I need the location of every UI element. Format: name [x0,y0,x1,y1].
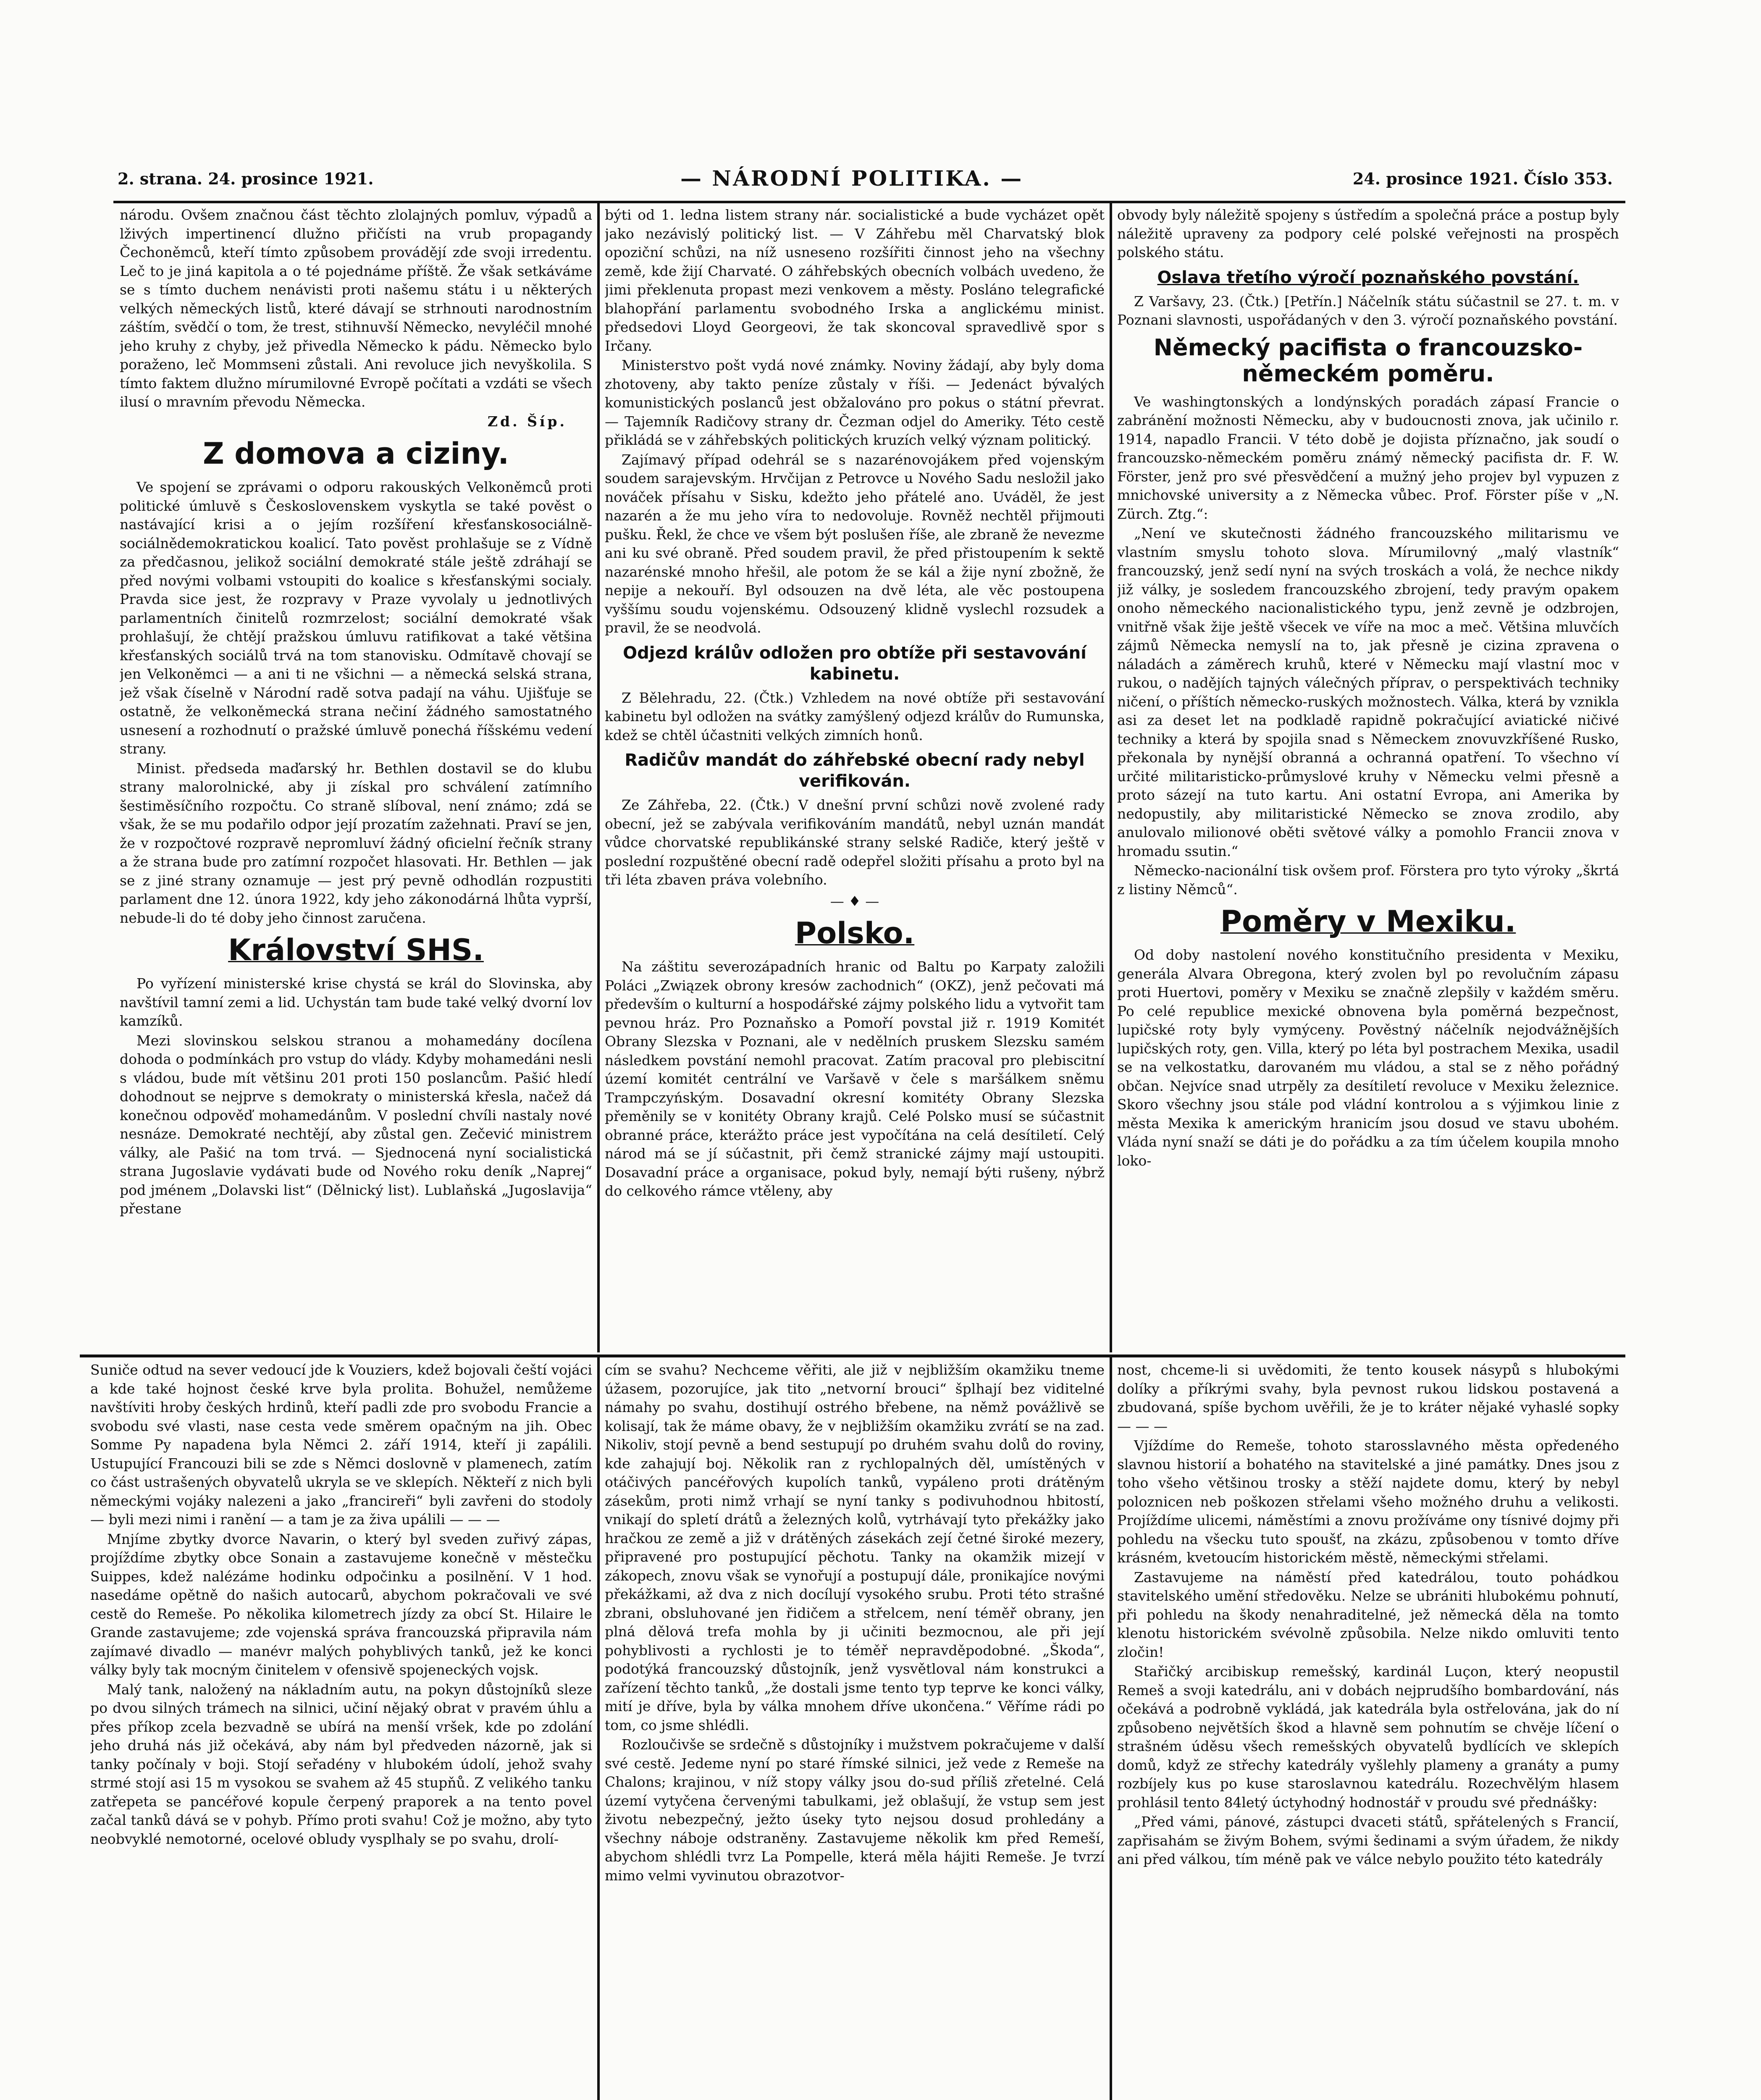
feuilleton-paragraph: Stařičký arcibiskup remešský, kardinál Luçon, který neopustil Remeš a svoji katedrálu, ani v dobách nejprudšího bombardování, nás očekává a podrobně vykládá, jak katedrála byla ostřelována, jak do ní způsobeno největších škod a hlavně sem pohnutím se chvěje líčení o strašném úděsu všech remešských obyvatelů bydlících ve sklepích domů, když ze střechy katedrály vyšlehly plameny a granáty a pumy rozbíjely kus po kuse staroslavnou katedrálu. Rozechvělým hlasem prohlásil tento 84letý úctyhodný hodnostář v proudu své přednášky: [1117,1663,1619,1811]
column-1 [120,206,592,1348]
article-paragraph: Ve spojení se zprávami o odporu rakouských Velkoněmců proti politické úmluvě s Československem vyskytla se také pověst o nastávající krisi a o jejím rozšíření křesťanskosociálně-sociálnědemokratickou koalicí. Tato pověst prohlašuje se z Vídně za předčasnou, jelikož sociální demokraté stále ještě zdráhají se před novými volbami vstoupiti do koalice s křesťanskými socialy. Pravda sice jest, že rozpravy v Praze vyvolaly u jednotlivých parlamentních činitelů rozmrzelost; sociální demokraté však prohlašují, že chtějí pražskou úmluvu ratifikovat a také většina křesťanských sociálů trvá na tom stanovisku. Odmítavě chovají se jen Velkoněmci — a ani ti ne všichni — a německá selská strana, jež však číselně v Národní radě sotva padají na váhu. Ujišťuje se ostatně, že velkoněmecká strana nečiní žádného samostatného usnesení a rozhodnutí o pražské úmluvě ponechá říšskému vedení strany. [120,479,592,757]
feuilleton-paragraph: Vjíždíme do Remeše, tohoto starosslavného města opředeného slavnou historií a bohatého na stavitelské a jiné památky. Dnes jsou z toho všeho většinou trosky a stěží najdete domu, který by nebyl poloznicen neb poškozen střelami všeho možného druhu a velikosti. Projíždíme ulicemi, náměstími a znovu prožíváme ony tísnivé dojmy při pohledu na všecku tuto spoušť, na zkázu, způsobenou v tomto dříve krásném, kvetoucím historickém městě, německými střelami. [1117,1437,1619,1566]
feuilleton-column-3 [1117,1361,1619,2100]
heading-german-pacifist: Německý pacifista o francouzsko-německém poměru. [1153,334,1583,387]
article-signature: Zd. Šíp. [487,413,567,430]
article-paragraph: obvody byly náležitě spojeny s ústředím a společná práce a postup byly náležitě upraveny za podpory celé polské veřejnosti na prospěch polského státu. [1117,207,1619,260]
page-header [118,166,1613,200]
article-paragraph: Od doby nastolení nového konstitučního presidenta v Mexiku, generála Alvara Obregona, který zvolen byl po revolučním zápasu proti Huertovi, poměry v Mexiku se značně zlepšily v každém směru. Po celé republice mexické obnovena byla poměrná bezpečnost, lupičské roty byly vymýceny. Pověstný náčelník nejodvážnějších lupičských roty, gen. Villa, který po léta byl postrachem Mexika, usadil se na velkostatku, darovaném mu vládou, a stal se z něho pořádný občan. Nejvíce snad utrpěly za desítiletí revoluce v Mexiku železnice. Skoro všechny jsou stále pod vládní kontrolou a s výjimkou linie z města Mexika k americkým hranicím jsou dosud ve stavu ubohém. Vláda nyní snaží se dáti je do pořádku a za tím účelem koupila mnoho loko- [1117,947,1619,1169]
feuilleton-column-2 [605,1361,1105,2100]
column-divider [1110,1357,1112,2100]
column-divider [597,1357,600,2100]
feuilleton-paragraph: nost, chceme-li si uvědomiti, že tento kousek násypů s hlubokými dolíky a příkrými svahy, byla pevnost rukou lidskou postavená a zbudovaná, spíše bychom uvěřili, že je to kráter nějaké vyhaslé sopky — — — [1117,1362,1619,1434]
section-heading-mexico: Poměry v Mexiku. [1220,904,1516,939]
section-heading-shs: Království SHS. [228,933,484,967]
header-rule [113,201,1625,203]
column-divider [597,202,600,1352]
article-paragraph: „Není ve skutečnosti žádného francouzského militarismu ve vlastním smyslu tohoto slova. Mírumilovný „malý vlastník“ francouzský, jenž sedí nyní na svých troskách a volá, že nechce nikdy již války, je sosledem francouzského zbrojení, tedy pravým opakem onoho německého nacionalistického typu, jenž zevně je odzbrojen, vnitřně však žije ještě všecek ve víře na moc a meč. Většina mluvčích zájmů Německa nemyslí na to, jak přesně je cizina zpravena o náladách a záměrech kruhů, které v Německu mají vlastní moc v rukou, o nadějích tajných válečných příprav, o perspektivách techniky ničení, o příštích německo-ruských možnostech. Válka, která by vznikla asi za deset let na podkladě rapidně pokračující aviatické ničivé techniky a která by spojila snad s Německem znovuvzkříšené Rusko, překonala by nynější obranná a ochranná opatření. To všechno ví určité militaristicko-průmyslové kruhy v Německu velmi přesně a proto sázejí na tuto kartu. Ani ostatní Evropa, ani Amerika by nedopustily, aby militaristické Německo se znova zrodilo, aby anulovalo milionové oběti světové války a pomohlo Francii znova v hromadu ssutin.“ [1117,525,1619,859]
feuilleton-paragraph: Rozloučivše se srdečně s důstojníky i mužstvem pokračujeme v další své cestě. Jedeme nyní po staré římské silnici, jež vede z Remeše na Chalons; krajinou, v níž stopy války jsou do-sud příliš zřetelné. Celá území vytyčena červenými tabulkami, jež oblašují, že vstup sem jest životu nebezpečný, ježto úseky tyto nejsou dosud prohledány a všechny náboje odstraněny. Zastavujeme několik km před Remeší, abychom shlédli tvrz La Pompelle, která měla hájiti Remeše. Je tvrzí mimo velmi vyvinutou obrazotvor- [605,1736,1105,1884]
header-date-right: 24. prosince 1921. Číslo 353. [1352,169,1613,188]
feuilleton-paragraph: Suniče odtud na sever vedoucí jde k Vouziers, kdež bojovali čeští vojáci a kde také hojnost české krve byla prolita. Bohužel, nemůžeme navštíviti hroby českých hrdinů, kteří padli zde pro svobodu Francie a svobodu své vlasti, nase cesta vede směrem opačným na jih. Obec Somme Py napadena byla Němci 2. září 1914, kteří ji zapálili. Ustupující Francouzi bili se zde s Němci doslovně v plamenech, zatím co část ustrašených obyvatelů ukryla se ve sklepích. Někteří z nich byli německými vojáky nalezeni a jako „francireři“ byli zavřeni do stodoly — byli mezi nimi i ranění — a tam je za živa upálili — — — [90,1362,592,1528]
feuilleton-column-1 [90,1361,592,2100]
section-heading-home-abroad: Z domova a ciziny. [202,436,509,471]
article-paragraph: Z Bělehradu, 22. (Čtk.) Vzhledem na nové obtíže při sestavování kabinetu byl odložen na svátky zamýšlený odjezd králův do Rumunska, kdež se chtěl účastniti velkých zimních honů. [605,689,1105,743]
article-paragraph: Ministerstvo pošt vydá nové známky. Noviny žádají, aby byly doma zhotoveny, aby takto peníze zůstaly v říši. — Jedenáct bývalých komunistických poslanců jest obžalováno pro pokus o státní převrat. — Tajemník Radičovy strany dr. Čezman odjel do Ameriky. Této cestě přikládá se v záhřebských politických kruzích velký význam politický. [605,357,1105,448]
column-divider [1110,202,1112,1352]
column-3 [1117,206,1619,1348]
header-date-left: 2. strana. 24. prosince 1921. [118,169,374,188]
feuilleton-rule [80,1354,1625,1357]
article-paragraph: národu. Ovšem značnou část těchto zlolajných pomluv, výpadů a lživých impertinencí dlužno přičísti na vrub propagandy Čechoněmců, kteří tímto způsobem provádějí zde svoji irredentu. Leč to je jiná kapitola a o té pojednáme příště. Že však setkáváme se s tímto duchem nenávisti proti našemu státu i u některých velkých německých listů, které dávají se strhnouti narodnostním záštím, svědčí o tom, že trest, stihnuvší Německo, nevyléčil mnohé jeho kruhy z chyby, jež přivedla Německo k pádu. Německo bylo poraženo, leč Mommseni zůstali. Ani revoluce jich nevyškolila. S tímto faktem dlužno mírumilovné Evropě počítati a vzdáti se všech ilusí o mravním převodu Německa. [120,207,592,410]
article-paragraph: Německo-nacionální tisk ovšem prof. Förstera pro tyto výroky „škrtá z listiny Němců“. [1117,862,1619,898]
masthead-title: — NÁRODNÍ POLITIKA. — [680,166,1024,191]
article-paragraph: býti od 1. ledna listem strany nár. socialistické a bude vycházet opět jako nezávislý politický list. — V Záhřebu měl Charvatský blok opoziční schůzi, na níž usneseno rozšířiti činnost jeho na všechny země, kde žijí Charvaté. O záhřebských obecních volbách uvedeno, že jimi překlenuta propast mezi venkovem a městy. Posláno telegrafické blahopřání parlamentu svobodného Irska a anglickému minist. předsedovi Lloyd Georgeovi, že tak skoncoval spravedlivě spor s Irčany. [605,207,1105,354]
article-paragraph: Na záštitu severozápadních hranic od Baltu po Karpaty založili Poláci „Związek obrony kresów zachodnich“ (OKZ), jenž pečovati má především o kulturní a hospodářské zájmy polského lidu a vytvořit tam pevnou hráz. Pro Poznaňsko a Pomoří povstal již r. 1919 Komitét Obrany Slezska v Poznani, ale v nedělních pruskem Slezsku samém následkem povstání nemohl pracovat. Zatím pracoval pro plebiscitní území komitét centrální ve Varšavě v čele s maršálkem sněmu Trampczyńským. Dosavadní okresní komitéty Obrany Slezska přeměnily se v konitéty Obrany krajů. Celé Polsko musí se súčastnit obranné práce, kterážto práce jest vypočítána na celá desítiletí. Celý národ má se jí súčastnit, při čemž stranické zájmy mají ustoupiti. Dosavadní práce a organisace, pokud byly, nemají býti rušeny, nýbrž do celkového rámce vtěleny, aby [605,958,1105,1199]
article-paragraph: Ve washingtonských a londýnských poradách zápasí Francie o zabránění možnosti Německu, aby v budoucnosti znova, jak učinilo r. 1914, napadlo Francii. V této době je dojista příznačno, jak soudí o francouzsko-německém poměru známý německý pacifista dr. F. W. Förster, jenž pro své přesvědčení a mužný jeho projev byl vypuzen z mnichovské university a z Německa vůbec. Prof. Förster píše v „N. Zürch. Ztg.“: [1117,393,1619,522]
article-paragraph: Po vyřízení ministerské krise chystá se král do Slovinska, aby navštívil tamní zemi a lid. Uchystán tam bude také velký dvorní lov kamzíků. [120,975,592,1029]
feuilleton-paragraph: Mnjíme zbytky dvorce Navarin, o který byl sveden zuřivý zápas, projíždíme zbytky obce Sonain a zastavujeme konečně v městečku Suippes, kdež nalézáme hodinku odpočinku a posilnění. V 1 hod. nasedáme opětně do našich autocarů, abychom pokračovali ve své cestě do Remeše. Po několika kilometrech jízdy za obcí St. Hilaire le Grande zastavujeme; zde vojenská správa francouzská připravila nám zajímavé divadlo — manévr malých pohyblivých tanků, jež ke konci války byly tak mocným činitelem v ofensivě spojeneckých vojsk. [90,1530,592,1678]
column-2 [605,206,1105,1348]
article-paragraph: Minist. předseda maďarský hr. Bethlen dostavil se do klubu strany malorolnické, aby ji získal pro schválení zatímního šestiměsíčního rozpočtu. Co straně slíboval, není známo; zdá se však, že se mu podařilo odpor její prozatím zažehnati. Praví se jen, že v rozpočtové rozpravě nepromluví žádný oficielní řečník strany a že strana bude pro zatímní rozpočet hlasovati. Hr. Bethlen — jak se z jiné strany oznamuje — jest prý pevně odhodlán rozpustiti parlament dne 12. února 1922, kdy jeho zákonodárná lhůta vyprší, nebude-li do té doby jeho činnost zaručena. [120,760,592,926]
article-paragraph: Z Varšavy, 23. (Čtk.) [Petřín.] Náčelník státu súčastnil se 27. t. m. v Poznani slavnosti, uspořádaných v den 3. výročí poznaňského povstání. [1117,293,1619,328]
feuilleton-paragraph: „Před vámi, pánové, zástupci dvaceti států, spřátelených s Francií, zapřisahám se živým Bohem, svými šedinami a svým úřadem, že nikdy ani před válkou, tím méně pak ve válce nebylo použito této katedrály [1117,1814,1619,1867]
feuilleton-paragraph: cím se svahu? Nechceme věřiti, ale již v nejbližším okamžiku tneme úžasem, pozorujíce, jak tito „netvorní brouci“ šplhají bez viditelné námahy po svahu, dostihují ostrého břebene, na němž povážlivě se kolisají, tak že máme obavy, že v nejbližším okamžiku zvrátí se na zad. Nikoliv, stojí pevně a bend sestupují po druhém svahu dolů do roviny, kde zahajují boj. Několik ran z rychlopalných děl, umístěných v otáčivých pancéřových kupolích tanků, vypáleno proti drátěným zásekům, proti nimž vrhají se nyní tanky s podivuhodnou hbitostí, vnikají do spletí drátů a železných kolů, vytrhávají tyto překážky jako hračkou ze země a již v drátěných zásekách zejí četné široké mezery, připravené pro postupující pěchotu. Tanky na okamžik mizejí v zákopech, znovu však se vynořují a postupují dále, pronikajíce novými překážkami, až dva z nich docílují vysokého srubu. Proti této strašné zbrani, obsluhované jen řidičem a střelcem, není téměř obrany, jen plná dělová trefa mohla by ji učiniti bezmocnou, ale při její pohyblivosti a rychlosti je to téměř nepravděpodobné. „Škoda“, podotýká francouzský důstojník, jenž vysvětloval nám konstrukci a zařízení těchto tanků, „že dostali jsme tento typ teprve ke konci války, mití je dříve, byla by válka mnohem dříve ukončena.“ Věříme rádi po tom, co jsme shlédli. [605,1362,1105,1733]
heading-king-departure: Odjezd králův odložen pro obtíže při sestavování kabinetu. [623,643,1087,684]
article-paragraph: Mezi slovinskou selskou stranou a mohamedány docílena dohoda o podmínkách pro vstup do vlády. Kdyby mohamedáni nesli s vládou, bude mít většinu 201 proti 150 poslancům. Pašić hledí dohodnout se nejprve s demokraty o ministerská křesla, načež dá konečnou odpověď mohamedánům. V poslední chvíli nastaly nové nesnáze. Demokraté nechtějí, aby zůstal gen. Zečević ministrem války, ale Pašić na tom trvá. — Sjednocená nyní socialistická strana Jugoslavie vydávati bude od Nového roku deník „Naprej“ pod jménem „Dolavski list“ (Dělnický list). Lublaňská „Jugoslavija“ přestane [120,1032,592,1217]
feuilleton-paragraph: Malý tank, naložený na nákladním autu, na pokyn důstojníků sleze po dvou silných trámech na silnici, učiní nějaký obrat v pravém úhlu a přes příkop zcela bezvadně se ubírá na menší vršek, kde po zdolání jeho druhá nás již očekává, aby nám byl předveden názorně, jak si tanky počínaly v boji. Stojí seřadény v hlubokém údolí, jehož svahy strmé stojí asi 15 m vysokou se svahem až 45 stupňů. Z velikého tanku zatřepeta se pancéřové kopule čerpený praporek a na tento povel začal tanků dává se v pohyb. Přímo proti svahu! Což je možno, aby tyto neobvyklé nemotorné, ocelové obludy vysplhaly se po svahu, drolí- [90,1681,592,1847]
heading-radic-mandate: Radičův mandát do záhřebské obecní rady nebyl verifikován. [625,751,1085,791]
section-heading-poland: Polsko. [795,916,915,950]
section-divider: — ♦ — [830,892,879,909]
heading-poznan-uprising: Oslava třetího výročí poznaňského povstání. [1157,268,1579,287]
article-paragraph: Ze Záhřeba, 22. (Čtk.) V dnešní první schůzi nově zvolené rady obecní, jež se zabývala verifikováním mandátů, nebyl uznán mandát vůdce chorvatské republikánské strany selské Radiče, který ještě v poslední rozpuštěné obecní radě odepřel složiti přísahu a proto byl na tři léta zbaven práva volebního. [605,797,1105,888]
article-paragraph: Zajímavý případ odehrál se s nazarénovojákem před vojenským soudem sarajevským. Hrvčijan z Petrovce u Nového Sadu nesložil jako nováček přísahu v Sisku, kdežto jeho přátelé ano. Uváděl, že jest nazarén a že mu jeho víra to nedovoluje. Rovněž nechtěl přijmouti pušku. Řekl, že chce ve všem být poslušen říše, ale zbraně že nevezme ani ku své obraně. Před soudem pravil, že před přistoupením k sektě nazarénské mnoho hřešil, ale potom že se kál a žije nyní zbožně, že nepije a nekouří. Byl odsouzen na dvě léta, ale věc postoupena vyššímu soudu vojenskému. Odsouzený klidně vyslechl rozsudek a pravil, že se neodvolá. [605,451,1105,636]
feuilleton-paragraph: Zastavujeme na náměstí před katedrálou, touto pohádkou stavitelského umění středověku. Nelze se ubrániti hlubokému pohnutí, při pohledu na škody nenahraditelné, jež německá děla na tomto klenotu historickém svévolně způsobila. Nelze nikdo omluviti tento zločin! [1117,1569,1619,1660]
